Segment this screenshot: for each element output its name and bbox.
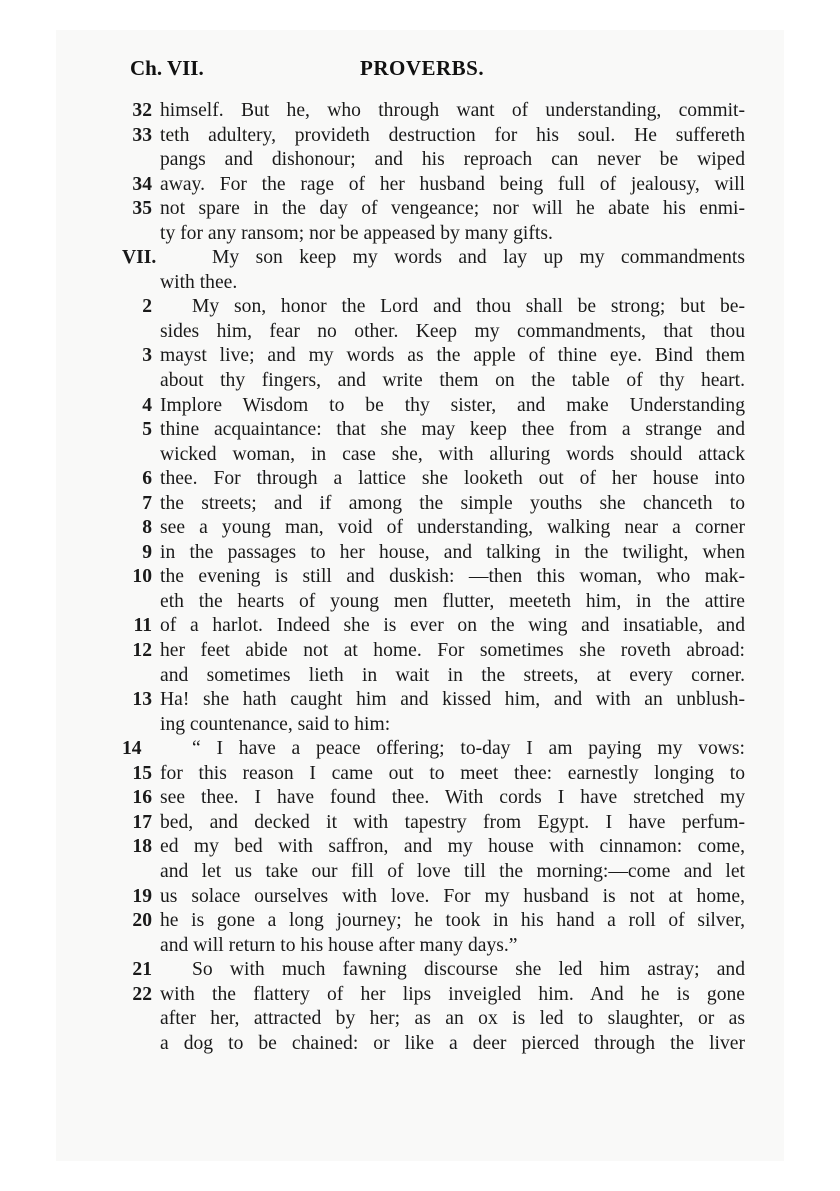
verse-number: 4 (142, 394, 152, 416)
line-text: wicked woman, in case she, with alluring words should attack (160, 443, 745, 465)
text-line (122, 713, 722, 738)
text-line (122, 762, 745, 787)
line-text: and let us take our fill of love till the morning:—come and let (160, 860, 745, 882)
text-line (122, 99, 745, 124)
line-text: My son keep my words and lay up my commandments (212, 247, 745, 269)
line-text: the streets; and if among the simple youths she chanceth to (160, 492, 745, 514)
line-text: bed, and decked it with tapestry from Egypt. I have perfum- (160, 811, 745, 833)
text-line (122, 737, 745, 762)
verse-number: 17 (132, 811, 152, 833)
book-title: PROVERBS. (360, 56, 485, 80)
verse-number: 22 (132, 983, 152, 1005)
verse-number: 20 (132, 910, 152, 932)
line-text: see a young man, void of understanding, walking near a corner (160, 517, 745, 539)
text-line (122, 614, 745, 639)
line-text: with the flattery of her lips inveigled him. And he is gone (160, 983, 745, 1005)
text-line (122, 295, 745, 320)
line-text: about thy fingers, and write them on the table of thy heart. (160, 370, 745, 392)
verse-number: 35 (132, 198, 152, 220)
verse-number: 6 (142, 468, 152, 490)
line-text: with thee. (160, 271, 238, 293)
verse-number: 19 (132, 885, 152, 907)
verse-text (122, 99, 745, 1056)
line-text: Implore Wisdom to be thy sister, and make Understanding (160, 394, 745, 416)
line-text: and sometimes lieth in wait in the streets, at every corner. (160, 664, 745, 686)
line-text: My son, honor the Lord and thou shall be strong; but be- (192, 296, 745, 318)
text-line (122, 271, 722, 296)
verse-number: 7 (142, 492, 152, 514)
line-text: after her, attracted by her; as an ox is led to slaughter, or as (160, 1008, 745, 1030)
text-line (122, 541, 745, 566)
line-text: eth the hearts of young men flutter, meeteth him, in the attire (160, 590, 745, 612)
text-line (122, 835, 745, 860)
text-line (122, 516, 745, 541)
line-text: a dog to be chained: or like a deer pierced through the liver (160, 1032, 745, 1054)
verse-number: 12 (132, 640, 152, 662)
text-line (122, 222, 722, 247)
verse-number: 3 (142, 345, 152, 367)
verse-number: 8 (142, 517, 152, 539)
text-line (122, 958, 745, 983)
verse-number: 5 (142, 419, 152, 441)
line-text: see thee. I have found thee. With cords I have stretched my (160, 787, 745, 809)
text-line (122, 565, 745, 590)
text-line (122, 443, 745, 468)
text-line (122, 173, 745, 198)
text-line (122, 639, 745, 664)
text-line (122, 664, 745, 689)
line-text: us solace ourselves with love. For my husband is not at home, (160, 885, 745, 907)
verse-number: 14 (122, 738, 142, 760)
text-line (122, 860, 745, 885)
line-text: of a harlot. Indeed she is ever on the wing and insatiable, and (160, 615, 745, 637)
text-line (122, 983, 745, 1008)
verse-number: 21 (132, 959, 152, 981)
line-text: and will return to his house after many days.” (160, 934, 518, 956)
line-text: her feet abide not at home. For sometimes she roveth abroad: (160, 640, 745, 662)
text-line (122, 418, 745, 443)
text-line (122, 811, 745, 836)
chapter-label: Ch. VII. (130, 56, 204, 80)
verse-number: 2 (142, 296, 152, 318)
text-line (122, 394, 745, 419)
line-text: in the passages to her house, and talking in the twilight, when (160, 541, 745, 563)
verse-number: 18 (132, 836, 152, 858)
line-text: sides him, fear no other. Keep my commandments, that thou (160, 320, 745, 342)
verse-number: 16 (132, 787, 152, 809)
line-text: thee. For through a lattice she looketh out of her house into (160, 468, 745, 490)
line-text: thine acquaintance: that she may keep thee from a strange and (160, 419, 745, 441)
verse-number: 15 (132, 762, 152, 784)
line-text: not spare in the day of vengeance; nor will he abate his enmi- (160, 198, 745, 220)
text-line (122, 148, 745, 173)
line-text: So with much fawning discourse she led him astray; and (192, 959, 745, 981)
line-text: teth adultery, provideth destruction for his soul. He suffereth (160, 124, 745, 146)
line-text: he is gone a long journey; he took in his hand a roll of silver, (160, 910, 745, 932)
text-line (122, 1032, 745, 1057)
line-text: mayst live; and my words as the apple of thine eye. Bind them (160, 345, 745, 367)
verse-number: 11 (133, 615, 152, 637)
verse-number: 10 (132, 566, 152, 588)
text-line (122, 786, 745, 811)
verse-number: 9 (142, 541, 152, 563)
line-text: “ I have a peace offering; to-day I am paying my vows: (192, 738, 745, 760)
line-text: himself. But he, who through want of understanding, commit- (160, 100, 745, 121)
text-line (122, 934, 722, 959)
text-line (122, 344, 745, 369)
text-line (122, 246, 745, 271)
line-text: ing countenance, said to him: (160, 713, 391, 735)
text-line (122, 885, 745, 910)
verse-number: 33 (132, 124, 152, 146)
text-line (122, 909, 745, 934)
verse-number: 32 (132, 100, 152, 121)
text-line (122, 492, 745, 517)
page-header (130, 56, 710, 86)
line-text: the evening is still and duskish: —then this woman, who mak- (160, 566, 745, 588)
line-text: Ha! she hath caught him and kissed him, and with an unblush- (160, 689, 745, 711)
text-line (122, 320, 745, 345)
line-text: away. For the rage of her husband being full of jealousy, will (160, 173, 745, 195)
line-text: ed my bed with saffron, and my house with cinnamon: come, (160, 836, 745, 858)
chapter-number: VII. (122, 247, 157, 269)
verse-number: 34 (132, 173, 152, 195)
line-text: ty for any ransom; nor be appeased by many gifts. (160, 222, 553, 244)
text-line (122, 590, 745, 615)
text-line (122, 1007, 745, 1032)
text-line (122, 124, 745, 149)
text-line (122, 467, 745, 492)
text-line (122, 369, 745, 394)
verse-number: 13 (132, 689, 152, 711)
text-line (122, 688, 745, 713)
line-text: for this reason I came out to meet thee: earnestly longing to (160, 762, 745, 784)
line-text: pangs and dishonour; and his reproach can never be wiped (160, 149, 745, 171)
text-line (122, 197, 745, 222)
